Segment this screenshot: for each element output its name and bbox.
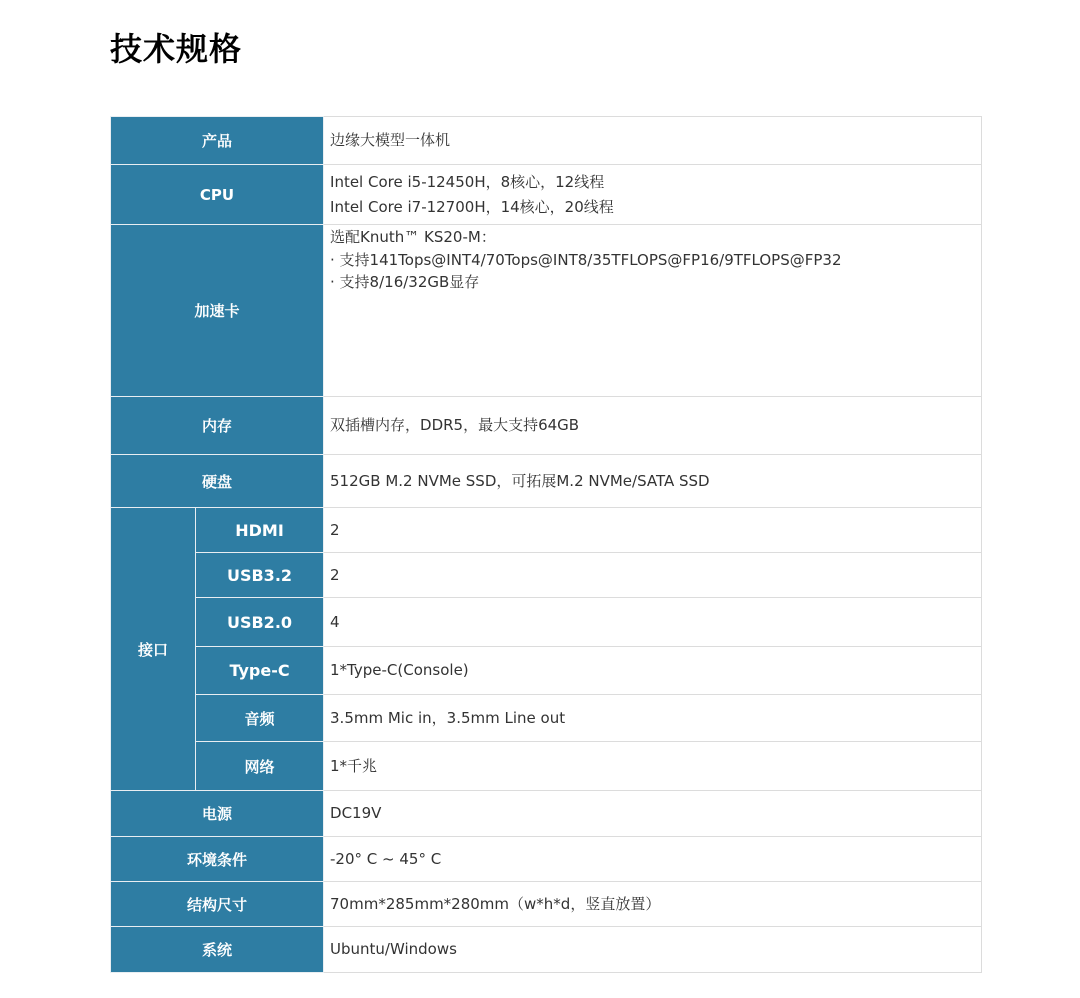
port-label-hdmi: HDMI (196, 508, 324, 553)
cpu-line: Intel Core i5-12450H，8核心，12线程 (330, 172, 605, 191)
table-row (111, 165, 982, 225)
page-title: 技术规格 (110, 30, 243, 68)
cpu-line: Intel Core i7-12700H，14核心，20线程 (330, 197, 614, 216)
accel-line: · 支持8/16/32GB显存 (330, 273, 480, 291)
table-row (111, 598, 982, 647)
table-row (111, 117, 982, 165)
port-label-usb32: USB3.2 (196, 553, 324, 598)
spec-table (110, 116, 982, 973)
row-label-env: 环境条件 (111, 837, 324, 882)
row-label-memory: 内存 (111, 397, 324, 455)
row-value-power: DC19V (324, 791, 982, 837)
table-row (111, 837, 982, 882)
row-value-accel (324, 225, 982, 397)
table-row (111, 225, 982, 397)
row-value-env: -20° C ~ 45° C (324, 837, 982, 882)
table-row (111, 455, 982, 508)
row-value-product: 边缘大模型一体机 (324, 117, 982, 165)
row-value-disk: 512GB M.2 NVMe SSD，可拓展M.2 NVMe/SATA SSD (324, 455, 982, 508)
port-value-usb20: 4 (324, 598, 982, 647)
row-value-os: Ubuntu/Windows (324, 927, 982, 973)
table-row (111, 508, 982, 553)
row-label-disk: 硬盘 (111, 455, 324, 508)
row-value-size: 70mm*285mm*280mm（w*h*d，竖直放置） (324, 882, 982, 927)
row-value-memory: 双插槽内存，DDR5，最大支持64GB (324, 397, 982, 455)
row-label-product: 产品 (111, 117, 324, 165)
table-row (111, 397, 982, 455)
table-row (111, 553, 982, 598)
row-label-accel: 加速卡 (111, 225, 324, 397)
port-label-typec: Type-C (196, 647, 324, 695)
table-row (111, 882, 982, 927)
port-value-audio: 3.5mm Mic in，3.5mm Line out (324, 695, 982, 742)
table-row (111, 742, 982, 791)
port-label-network: 网络 (196, 742, 324, 791)
table-row (111, 647, 982, 695)
port-label-usb20: USB2.0 (196, 598, 324, 647)
port-value-network: 1*千兆 (324, 742, 982, 791)
port-value-typec: 1*Type-C(Console) (324, 647, 982, 695)
port-value-hdmi: 2 (324, 508, 982, 553)
row-label-cpu: CPU (111, 165, 324, 225)
row-label-size: 结构尺寸 (111, 882, 324, 927)
table-row (111, 927, 982, 973)
table-row (111, 791, 982, 837)
row-label-os: 系统 (111, 927, 324, 973)
row-label-power: 电源 (111, 791, 324, 837)
accel-line: 选配Knuth™ KS20-M： (330, 228, 496, 246)
table-row (111, 695, 982, 742)
port-value-usb32: 2 (324, 553, 982, 598)
port-label-audio: 音频 (196, 695, 324, 742)
row-label-ports: 接口 (111, 508, 196, 791)
row-value-cpu (324, 165, 982, 225)
accel-line: · 支持141Tops@INT4/70Tops@INT8/35TFLOPS@FP16/9TFLOPS@FP32 (330, 251, 842, 269)
